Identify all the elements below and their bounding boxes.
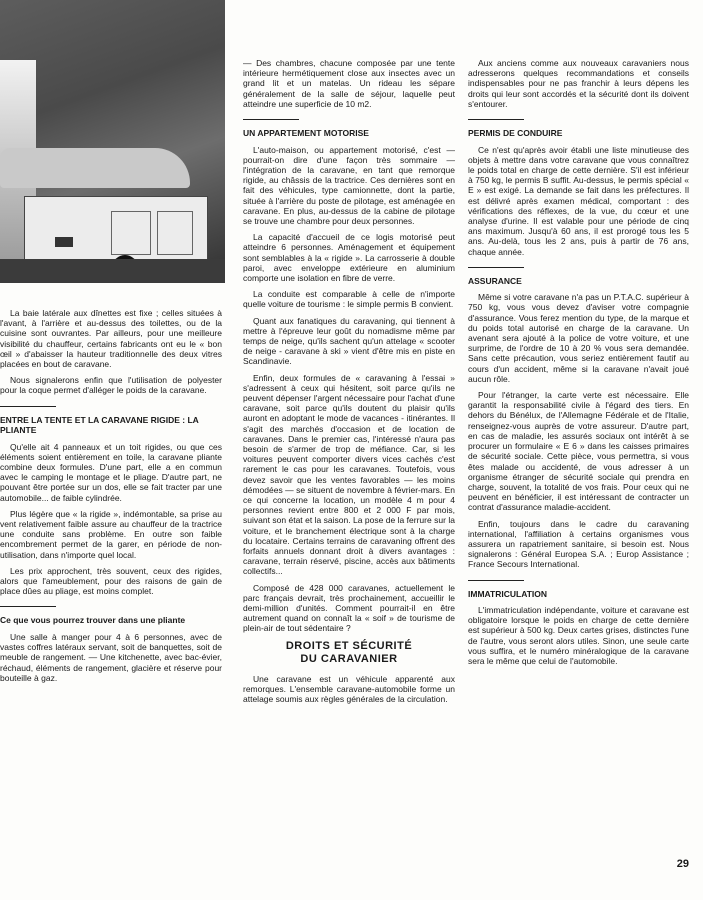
paragraph: Une salle à manger pour 4 à 6 personnes, avec de vastes coffres latéraux servant, soit de banquettes, soit de meuble de rangement. — Une kitchenette, avec bac-évier, réchaud, éléments de rangement, glacière et réserve pour bouteille à gaz. bbox=[0, 631, 222, 683]
section-heading: Ce que vous pourrez trouver dans une pliante bbox=[0, 615, 186, 626]
section-heading: PERMIS DE CONDUIRE bbox=[468, 128, 563, 139]
section-rule bbox=[0, 406, 56, 407]
left-column bbox=[0, 0, 225, 689]
paragraph: La conduite est comparable à celle de n'importe quelle voiture de tourisme : le simple permis B convient. bbox=[243, 289, 455, 310]
paragraph: Plus légère que « la rigide », indémontable, sa prise au vent relativement faible assure au chauffeur de la tractrice une conduite sans problème. En outre son faible encombrement permet de la garer, en période de non-utilisation, dans n'importe quel local. bbox=[0, 508, 222, 560]
paragraph: La baie latérale aux dînettes est fixe ; celles situées à l'avant, à l'arrière et au-dessus des toilettes, ou de la cuisine sont ouvrantes. Par ailleurs, pour une meilleure visibilité du chauffeur, certains fabricants ont eu le « bon œil » d'abaisser la hauteur traditionnelle des deux vitres placées en bout de caravane. bbox=[0, 308, 222, 370]
middle-column bbox=[243, 58, 455, 710]
paragraph: Enfin, toujours dans le cadre du caravaning international, l'affiliation à certains organismes vous assurera un rapatriement sanitaire, si besoin est. Nous signalerons : Général Europea S.A. ; Europ Assistance ; France Secours International. bbox=[468, 518, 689, 570]
section-heading: ASSURANCE bbox=[468, 275, 522, 286]
section-rule bbox=[243, 119, 299, 120]
paragraph: Pour l'étranger, la carte verte est nécessaire. Elle garantit la responsabilité civile à l'égard des tiers. En dehors du Bénélux, de l'Allemagne Fédérale et de l'Italie, renseignez-vous auprès de votre assureur. D'autre part, en cas de maladie, les assurés sociaux ont intérêt à se procurer un formulaire « E 6 » dans les caisses primaires de sécurité sociale. Cette pièce, vous permettra, si vous êtes malade ou accidenté, de vous adresser à un organisme étranger de sécurité sociale qui prendra en charge, souvent, la totalité de vos frais. Pour ceux qui ne peuvent en bénéficier, il est intéressant de contracter un contrat d'assurance maladie-accident. bbox=[468, 390, 689, 513]
right-column bbox=[468, 58, 689, 672]
caravan-photo bbox=[0, 0, 225, 283]
section-rule bbox=[0, 606, 56, 607]
section-title bbox=[243, 640, 455, 666]
paragraph: Ce n'est qu'après avoir établi une liste minutieuse des objets à mettre dans votre caravane que vous connaîtrez le poids total en charge de cette dernière. S'il est inférieur à 750 kg, le permis B suffit. Au-dessus, le permis spécial « E » est exigé. La demande se fait dans les préfectures. Il est délivré après examen médical, comportant : des vérifications des réflexes, de la vue, du cœur et une analyse d'urine. Il est valable pour une période de cinq ans maximum. Jusqu'à 60 ans, il est prorogé tous les 5 ans. Au-delà, tous les 2 ans, puis à partir de 76 ans, chaque année. bbox=[468, 144, 689, 257]
paragraph: — Des chambres, chacune composée par une tente intérieure hermétiquement close aux insectes avec un grand lit et un matelas. Un rideau les sépare généralement de la salle de séjour, laquelle peut atteindre une superficie de 10 m2. bbox=[243, 58, 455, 109]
section-heading: UN APPARTEMENT MOTORISE bbox=[243, 128, 369, 139]
paragraph: Enfin, deux formules de « caravaning à l'essai » s'adressent à ceux qui hésitent, soit parce qu'ils ne peuvent dépenser l'argent nécessaire pour l'achat d'une caravane, soit parce qu'ils doutent du plaisir qu'ils auront en adoptant le mode de vacances - itinérantes. Il s'agit des marchés d'occasion et de location de caravanes. Dans le premier cas, l'intéressé n'aura pas besoin de s'armer de trop de méfiance. Car, si les voitures peuvent comporter divers vices cachés c'est rarement le cas pour les caravanes. Toutefois, vous devez savoir que les ventes favorables — les moins démodées — se situent de novembre à février-mars. En ce qui concerne la location, un modèle 4 m pour 4 personnes revient entre 800 et 2 000 F par mois, suivant son état et la saison. La pose de la ferrure sur la voiture, et le branchement électrique sont à la charge du locataire. Certains terrains de caravaning offrent des forfaits annuels donnant droit à divers avantages : caravane, terrain réservé, piscine, accès aux bâtiments collectifs... bbox=[243, 372, 455, 577]
paragraph: Même si votre caravane n'a pas un P.T.A.C. supérieur à 750 kg, vous vous devez d'aviser votre compagnie d'assurance. Vous ferez mention du type, de la marque et du poids total autorisé en charge de la caravane. Un avenant sera ajouté à la police de votre voiture, et une surprime, de l'ordre de 10 à 20 % vous sera demandée. Sans cette précaution, vous seriez entièrement fautif au cours d'un accident, même si la caravane n'avait joué aucun rôle. bbox=[468, 292, 689, 384]
paragraph: Quant aux fanatiques du caravaning, qui tiennent à mettre à l'épreuve leur goût du nomadisme même par temps de neige, qu'ils sachent qu'un attelage « scooter de neige - caravane à ski » vient d'être mis en piste en Scandinavie. bbox=[243, 315, 455, 367]
paragraph: L'auto-maison, ou appartement motorisé, c'est — pourrait-on dire d'une façon très sommaire — l'intégration de la caravane, en tant que remorque rigide, au châssis de la tractrice. Ces dernières sont en fait des véhicules, type camionnette, dont la partie, située à l'arrière du poste de pilotage, est aménagée en caravane. En plus, au-dessus de la cabine de pilotage se trouve une chambre pour deux personnes. bbox=[243, 144, 455, 226]
section-title-line: DROITS ET SÉCURITÉ bbox=[285, 639, 413, 652]
paragraph: Qu'elle ait 4 panneaux et un toit rigides, ou que ces éléments soient entièrement en toile, la caravane pliante combine deux formules. D'une part, elle a en commun avec le camping le montage et le pliage. D'autre part, ne pouvant être portée sur un dos, elle se fait tracter par une automobile... de faible cylindrée. bbox=[0, 441, 222, 503]
paragraph: L'immatriculation indépendante, voiture et caravane est obligatoire lorsque le poids en charge de cette dernière est supérieur à 500 kg. Deux cartes grises, distinctes l'une de l'autre, vous seront alors utiles. Sinon, une seule carte vous suffira, et le numéro minéralogique de la caravane sera le même que celui de l'automobile. bbox=[468, 605, 689, 667]
section-title-line: DU CARAVANIER bbox=[300, 652, 398, 665]
section-heading: IMMATRICULATION bbox=[468, 588, 548, 599]
section-rule bbox=[468, 580, 524, 581]
paragraph: Composé de 428 000 caravanes, actuellement le parc français devrait, très prochainement, accueillir le demi-million d'unités. Comment pourrait-il en être autrement quand on connaît la « soif » de tourisme de plein-air de tout sédentaire ? bbox=[243, 582, 455, 634]
paragraph: La capacité d'accueil de ce logis motorisé peut atteindre 6 personnes. Aménagement et équipement sont semblables à la « rigide ». La carrosserie à double paroi, avec enveloppe extérieure en aluminium comporte une isolation en fibre de verre. bbox=[243, 232, 455, 283]
section-rule bbox=[468, 119, 524, 120]
section-heading: ENTRE LA TENTE ET LA CARAVANE RIGIDE : LA PLIANTE bbox=[0, 414, 199, 436]
paragraph: Nous signalerons enfin que l'utilisation de polyester pour la coque permet d'alléger le poids de la caravane. bbox=[0, 375, 222, 396]
section-rule bbox=[468, 267, 524, 268]
paragraph: Aux anciens comme aux nouveaux caravaniers nous adresserons quelques recommandations et conseils indispensables pour ne pas franchir à leurs dépens les droits qui leur sont accordés et la sécurité dont ils doivent s'entourer. bbox=[468, 58, 689, 109]
page-number: 29 bbox=[676, 858, 689, 870]
paragraph: Une caravane est un véhicule apparenté aux remorques. L'ensemble caravane-automobile forme un attelage soumis aux règles générales de la circulation. bbox=[243, 673, 455, 705]
paragraph: Les prix approchent, très souvent, ceux des rigides, alors que l'ameublement, pour des raisons de gain de place dûes au pliage, est moins complet. bbox=[0, 565, 222, 597]
